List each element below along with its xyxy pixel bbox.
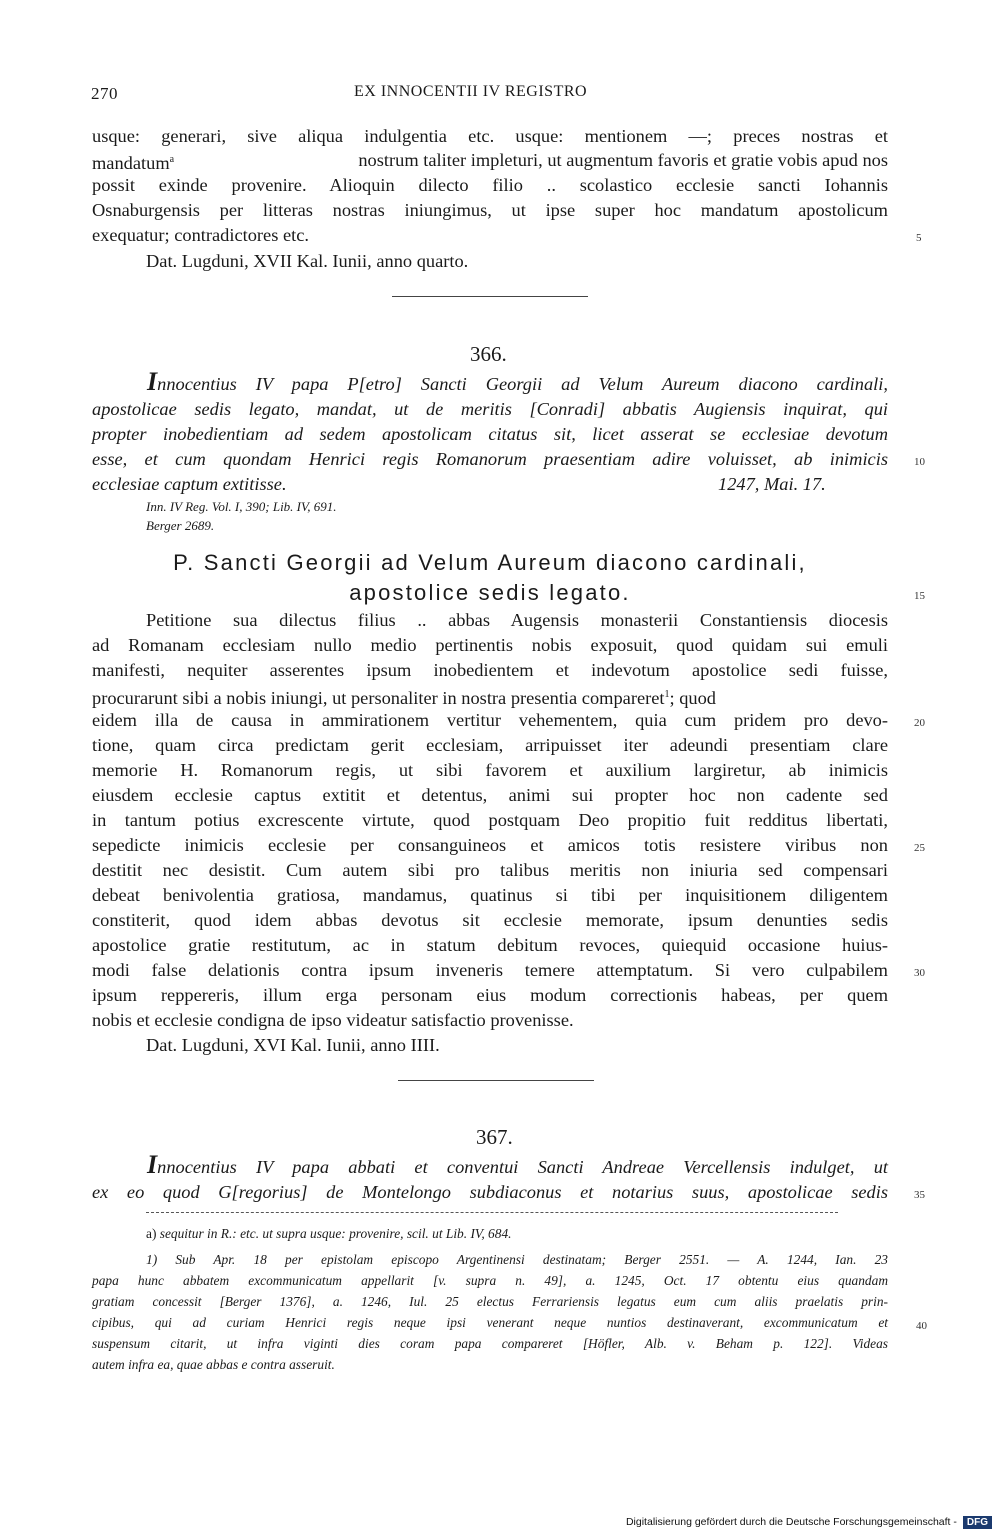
body-line: debeat benivolentia gratiosa, mandamus, quatinus si tibi per inquisitionem diligentem <box>92 885 888 905</box>
footnote-line: papa hunc abbatem excommunicatum appellarit [v. supra n. 49], a. 1245, Oct. 17 obtentu eius quandam <box>92 1273 888 1288</box>
body-line: manifesti, nequiter asserentes ipsum inobedientem et indevotum apostolice sedi fuisse, <box>92 660 888 680</box>
footnote-line: suspensum citarit, ut infra viginti dies coram papa compareret [Höfler, Alb. v. Beham p. 122]. Videas <box>92 1336 888 1351</box>
footnote-a <box>146 1224 511 1245</box>
body-line: nobis et ecclesie condigna de ipso videatur satisfactio provenisse. <box>92 1010 574 1030</box>
text-line: usque: generari, sive aliqua indulgentia etc. usque: mentionem —; preces nostras et <box>92 126 888 146</box>
body-line: modi false delationis contra ipsum inveneris temere attemptatum. Si vero culpabilem <box>92 960 888 980</box>
summary-text: nnocentius IV papa P[etro] Sancti Georgii ad Velum Aureum diacono cardinali, <box>157 374 888 394</box>
body-line: sepedicte inimicis ecclesie per consanguineos et amicos totis resistere viribus non <box>92 835 888 855</box>
line-number: 5 <box>916 232 922 244</box>
document-date: 1247, Mai. 17. <box>718 474 826 494</box>
footnote-rule <box>146 1212 838 1213</box>
body-line: in tantum potius excrescente virtute, quod postquam Deo propitio fuit redditus libertati, <box>92 810 888 830</box>
footnote-line: gratiam concessit [Berger 1376], a. 1246, Iul. 25 electus Ferrariensis legatus eum cum aliis praelatis prin- <box>92 1294 888 1309</box>
initial-letter: I <box>147 367 158 396</box>
body-line: eidem illa de causa in ammirationem vertitur vehementem, quia cum pridem pro devo- <box>92 710 888 730</box>
running-title: EX INNOCENTII IV REGISTRO <box>354 83 588 100</box>
document-number: 367. <box>476 1125 513 1149</box>
body-line: destitit nec desistit. Cum autem sibi pro talibus meritis non iniuria sed compensari <box>92 860 888 880</box>
address-line: apostolice sedis legato. <box>349 580 631 605</box>
initial-letter: I <box>147 1150 158 1179</box>
line-number: 40 <box>916 1320 927 1332</box>
footnote-line: autem infra ea, quae abbas e contra asseruit. <box>92 1357 335 1372</box>
footnote-marker: 1 <box>664 689 670 700</box>
section-separator <box>398 1080 594 1081</box>
body-line: Petitione sua dilectus filius .. abbas Augensis monasterii Constantiensis diocesis <box>146 610 888 630</box>
body-line: eiusdem ecclesie captus extitit et detentus, animi sui propter hoc non cadente sed <box>92 785 888 805</box>
page-number: 270 <box>91 84 118 103</box>
body-line: ipsum reppereris, illum erga personam eius modum correctionis habeas, per quem <box>92 985 888 1005</box>
note-marker: a <box>169 154 175 165</box>
date-line: Dat. Lugduni, XVII Kal. Iunii, anno quarto. <box>146 251 469 271</box>
body-line <box>92 683 888 710</box>
body-line: apostolice gratie restitutum, ac in statum debitum revoces, quiequid occasione huius- <box>92 935 888 955</box>
summary-line <box>147 367 888 396</box>
summary-text: nnocentius IV papa abbati et conventui Sancti Andreae Vercellensis indulget, ut <box>157 1157 888 1177</box>
line-number: 35 <box>914 1189 925 1201</box>
summary-line: esse, et cum quondam Henrici regis Romanorum praesentiam adire voluisset, ab inimicis <box>92 449 888 469</box>
line-number: 10 <box>914 456 925 468</box>
document-number: 366. <box>470 342 507 366</box>
text-fragment: procurarunt sibi a nobis iniungi, ut personaliter in nostra presentia compareret <box>92 688 665 709</box>
funding-footer <box>626 1513 1000 1531</box>
text-line: Osnaburgensis per litteras nostras iniungimus, ut ipse super hoc mandatum apostolicum <box>92 200 888 220</box>
text-line <box>92 148 888 175</box>
summary-line: apostolicae sedis legato, mandat, ut de meritis [Conradi] abbatis Augiensis inquirat, qui <box>92 399 888 419</box>
footnote-line: cipibus, qui ad curiam Henrici regis neque ipsi venerant neque nuntios destinaverant, excommunicatum et <box>92 1315 888 1330</box>
address-line: P. Sancti Georgii ad Velum Aureum diacono cardinali, <box>173 550 807 575</box>
dfg-logo: DFG <box>963 1516 992 1529</box>
summary-line: ex eo quod G[regorius] de Montelongo subdiaconus et notarius suus, apostolicae sedis <box>92 1182 888 1202</box>
line-number: 20 <box>914 717 925 729</box>
reference-line: Berger 2689. <box>146 518 215 533</box>
text-line: exequatur; contradictores etc. <box>92 225 310 245</box>
summary-line: ecclesiae captum extitisse. <box>92 474 287 494</box>
body-line: tione, quam circa predictam gerit ecclesiam, arripuisset iter adeundi presentiam clare <box>92 735 888 755</box>
summary-line: propter inobedientiam ad sedem apostolicam citatus sit, licet asserat se ecclesiae devotum <box>92 424 888 444</box>
text-fragment: ; quod <box>669 688 716 709</box>
body-line: ad Romanam ecclesiam nullo medio pertinentis nobis exposuit, quod quidam sui emuli <box>92 635 888 655</box>
text-fragment: mandatum <box>92 153 170 174</box>
body-line: memorie H. Romanorum regis, ut sibi favorem et auxilium largiretur, ab inimicis <box>92 760 888 780</box>
body-line: constiterit, quod idem abbas devotus sit ecclesie memorate, ipsum denunties sedis <box>92 910 888 930</box>
line-number: 25 <box>914 842 925 854</box>
footnote-marker: a) <box>146 1226 157 1241</box>
footnote-line: 1) Sub Apr. 18 per epistolam episcopo Argentinensi destinatam; Berger 2551. — A. 1244, Ian. 23 <box>146 1252 888 1267</box>
reference-line: Inn. IV Reg. Vol. I, 390; Lib. IV, 691. <box>146 499 337 514</box>
section-separator <box>392 296 588 297</box>
funding-note: Digitalisierung gefördert durch die Deutsche Forschungsgemeinschaft - <box>625 1516 957 1528</box>
summary-line <box>147 1150 888 1179</box>
text-line: possit exinde provenire. Alioquin dilecto filio .. scolastico ecclesie sancti Iohannis <box>92 175 888 195</box>
line-number: 15 <box>914 590 925 602</box>
line-number: 30 <box>914 967 925 979</box>
footnote-text: sequitur in R.: etc. ut supra usque: provenire, scil. ut Lib. IV, 684. <box>159 1226 512 1241</box>
date-line: Dat. Lugduni, XVI Kal. Iunii, anno IIII. <box>146 1035 440 1055</box>
text-fragment: nostrum taliter impleturi, ut augmentum favoris et gratie vobis apud nos <box>358 150 888 170</box>
